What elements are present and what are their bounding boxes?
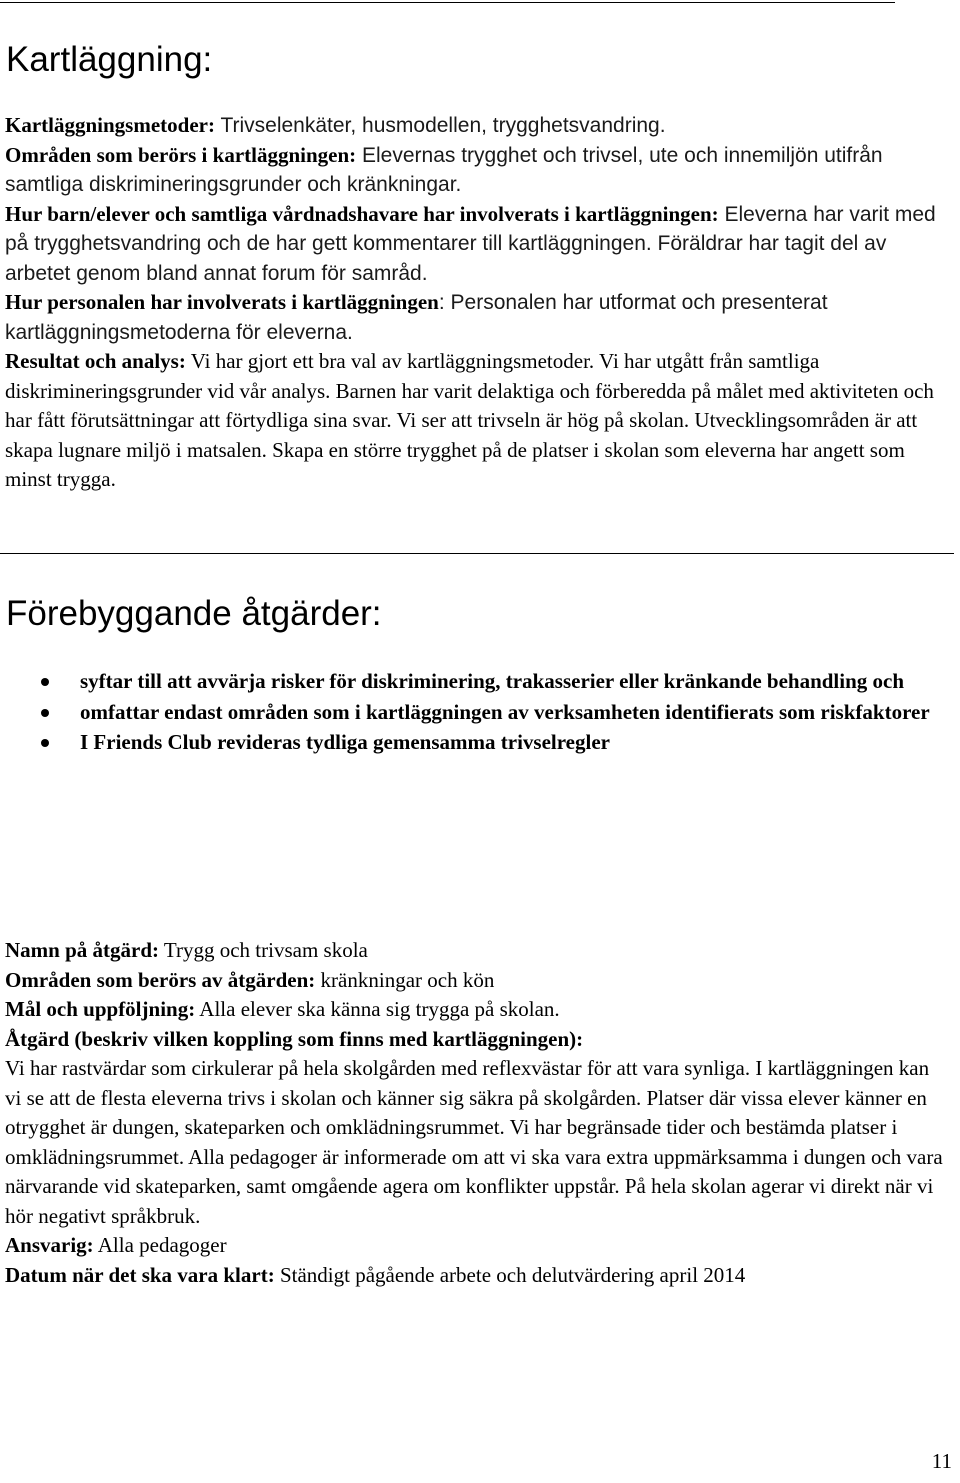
measure-goal-label: Mål och uppföljning: xyxy=(5,997,196,1021)
measure-section xyxy=(5,936,950,1290)
measure-date-label: Datum när det ska vara klart: xyxy=(5,1262,275,1287)
measure-action-text: Vi har rastvärdar som cirkulerar på hela skolgården med reflexvästar för att vara synliga. I kartläggningen kan vi se att de flesta eleverna trivs i skolan och känner sig säkra på skolgården. Platser där vissa elever känner en otrygghet är dungen, skateparken och omklädningsrummet. Vi har begränsade tider och bestämda platser i omklädningsrummet. Alla pedagoger är informerade om att vi ska vara extra uppmärksamma i dungen och vara närvarande vid skateparken, samt omgående agera om konflikter uppstår. På hela skolan agerar vi direkt när vi hör negativt språkbruk. xyxy=(5,1056,943,1228)
methods-label: Kartläggningsmetoder: xyxy=(5,113,215,137)
measure-responsible-label: Ansvarig: xyxy=(5,1233,94,1257)
measure-name-value: Trygg och trivsam skola xyxy=(159,938,368,962)
list-item-text: I Friends Club revideras tydliga gemensamma trivselregler xyxy=(80,730,610,754)
children-value: Eleverna har varit med på trygghetsvandring och de har gett kommentarer till kartläggningen. Föräldrar har tagit del av arbetet genom bland annat forum för samråd. xyxy=(5,202,936,285)
staff-label: Hur personalen har involverats i kartläggningen xyxy=(5,290,439,314)
bullet-icon xyxy=(41,739,49,747)
result-value: Vi har gjort ett bra val av kartläggningsmetoder. Vi har utgått från samtliga diskrimineringsgrunder vid vår analys. Barnen har varit delaktiga och förberedda på målet med aktiviteten och har fått förutsättningar att förtydliga sina svar. Vi ser att trivseln är hög på skolan. Utvecklingsområden är att skapa lugnare miljö i matsalen. Skapa en större trygghet på de platser i skolan som eleverna har angett som minst trygga. xyxy=(5,349,934,491)
top-divider xyxy=(0,2,895,3)
result-label: Resultat och analys: xyxy=(5,349,186,373)
measure-responsible-value: Alla pedagoger xyxy=(93,1233,227,1257)
measure-areas-value: kränkningar och kön xyxy=(315,967,495,992)
staff-paragraph xyxy=(5,288,950,347)
list-item xyxy=(0,728,940,758)
section-heading-forebyggande: Förebyggande åtgärder: xyxy=(6,594,382,633)
measure-areas-paragraph xyxy=(5,966,950,996)
list-item-text: omfattar endast områden som i kartläggningen av verksamheten identifierats som riskfaktorer xyxy=(80,699,930,724)
methods-paragraph xyxy=(5,111,950,141)
result-paragraph xyxy=(5,347,950,495)
measure-name-paragraph xyxy=(5,936,950,966)
measure-action-label: Åtgärd (beskriv vilken koppling som finns med kartläggningen): xyxy=(5,1026,584,1051)
measure-responsible-paragraph xyxy=(5,1231,950,1261)
areas-label: Områden som berörs i kartläggningen: xyxy=(5,142,357,167)
areas-value: Elevernas trygghet och trivsel, ute och innemiljön utifrån samtliga diskrimineringsgrunder och kränkningar. xyxy=(5,143,883,196)
children-label: Hur barn/elever och samtliga vårdnadshavare har involverats i kartläggningen: xyxy=(5,201,719,226)
areas-paragraph xyxy=(5,141,950,200)
preventive-bullet-list xyxy=(0,667,940,759)
page-number: 11 xyxy=(931,1449,952,1473)
children-paragraph xyxy=(5,200,950,289)
section-heading-kartlaggning: Kartläggning: xyxy=(6,40,213,79)
kartlaggning-section xyxy=(5,111,950,495)
measure-date-value: Ständigt pågående arbete och delutvärdering april 2014 xyxy=(274,1262,746,1287)
staff-value: : Personalen har utformat och presenterat kartläggningsmetoderna för eleverna. xyxy=(5,291,828,344)
list-item xyxy=(0,667,940,697)
measure-areas-label: Områden som berörs av åtgärden: xyxy=(5,967,316,992)
methods-value: Trivselenkäter, husmodellen, trygghetsvandring. xyxy=(214,114,666,137)
measure-date-paragraph xyxy=(5,1261,950,1291)
list-item-text: syftar till att avvärja risker för diskriminering, trakasserier eller kränkande behandling och xyxy=(80,669,905,693)
measure-name-label: Namn på åtgärd: xyxy=(5,938,160,962)
list-item xyxy=(0,698,940,728)
bullet-icon xyxy=(41,709,49,717)
measure-goal-value: Alla elever ska känna sig trygga på skolan. xyxy=(195,997,560,1021)
section-divider xyxy=(0,553,954,554)
bullet-icon xyxy=(41,678,49,686)
measure-action-label-line xyxy=(5,1025,950,1055)
measure-goal-paragraph xyxy=(5,995,950,1025)
